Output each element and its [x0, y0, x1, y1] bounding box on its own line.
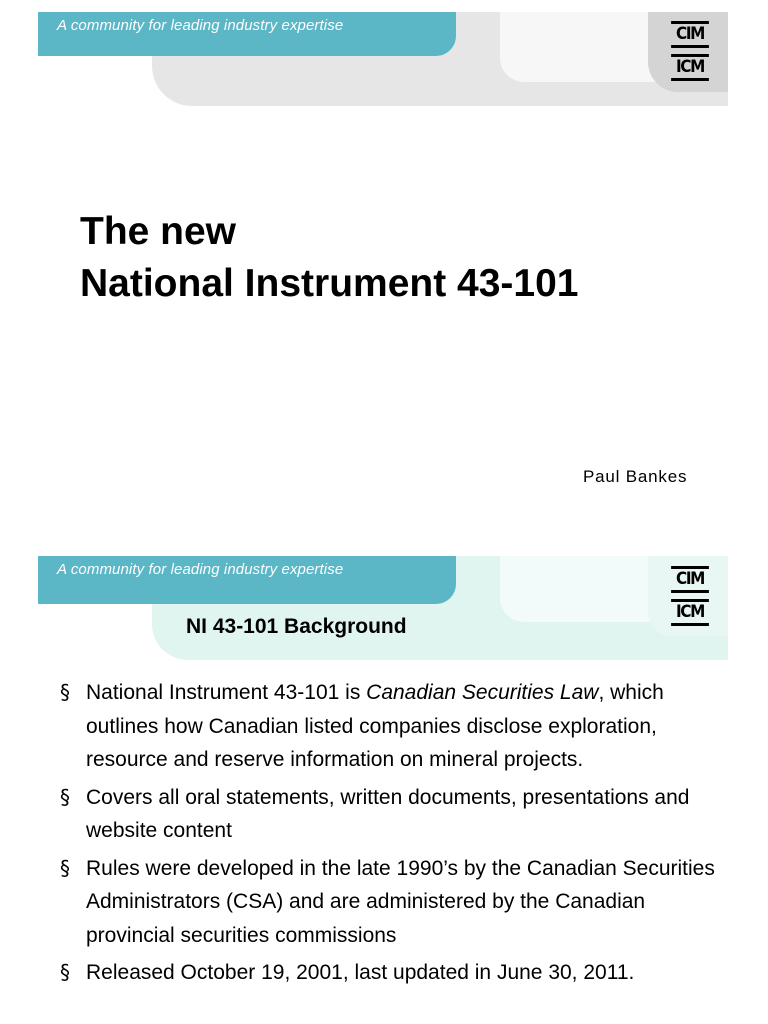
logo-text-bottom: ICM [671, 54, 709, 81]
section-sign-icon: § [60, 855, 70, 880]
section-sign-icon: § [60, 680, 70, 704]
bullet-list [60, 676, 720, 994]
list-item [60, 956, 720, 990]
slide-heading: NI 43-101 Background [186, 615, 407, 638]
slide-title-line-2: National Instrument 43-101 [80, 262, 579, 305]
header-light-panel [500, 556, 660, 622]
list-item [60, 781, 720, 848]
cim-logo [669, 21, 711, 81]
bullet-text-emphasis: Canadian Securities Law [366, 681, 599, 704]
section-sign-icon: § [60, 784, 70, 809]
bullet-text [86, 676, 720, 777]
bullet-text-post: , which outlines how Canadian listed companies disclose exploration, resource and reserve information on mineral projects. [86, 681, 664, 771]
bullet-text: Released October 19, 2001, last updated in June 30, 2011. [86, 961, 635, 984]
header-light-panel [500, 12, 660, 82]
section-sign-icon: § [60, 960, 70, 984]
bullet-text: Rules were developed in the late 1990’s by the Canadian Securities Administrators (CSA) and are administered by the Canadian provincial securities commissions [86, 856, 715, 947]
header-tagline: A community for leading industry expertise [57, 561, 344, 578]
slide-title [80, 206, 578, 310]
logo-text-bottom: ICM [671, 599, 709, 626]
cim-logo [669, 566, 711, 626]
header-tagline: A community for leading industry expertise [57, 17, 344, 34]
bullet-text-pre: National Instrument 43-101 is [86, 681, 367, 704]
list-item [60, 676, 720, 777]
bullet-text: Covers all oral statements, written documents, presentations and website content [86, 785, 690, 842]
list-item [60, 852, 720, 953]
background-slide [0, 540, 768, 1024]
logo-text-top: CIM [671, 566, 709, 593]
presenter-name: Paul Bankes [583, 467, 688, 486]
logo-text-top: CIM [671, 21, 709, 48]
slide-title-line-1: The new [80, 210, 237, 253]
